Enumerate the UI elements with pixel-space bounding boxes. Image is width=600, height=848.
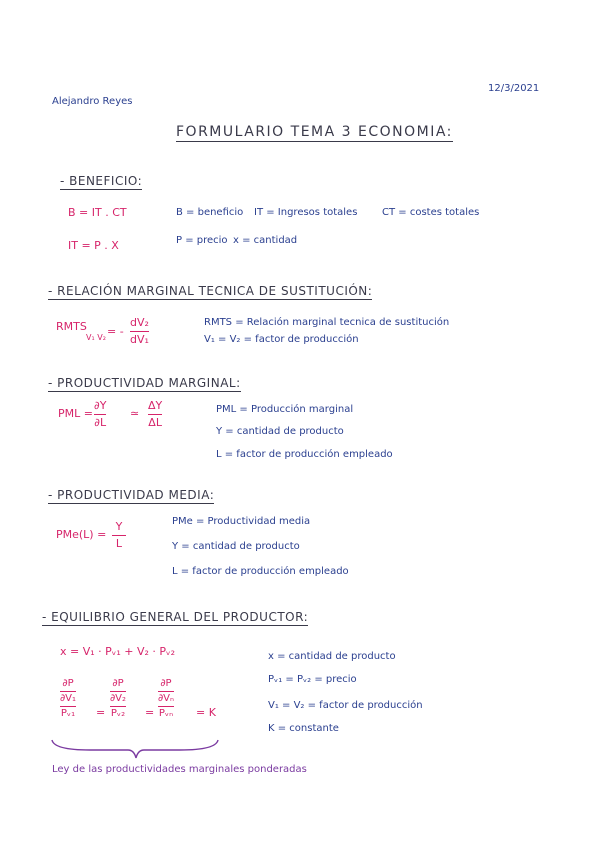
pml-lhs: PML =	[58, 407, 93, 420]
fraction-bar	[110, 691, 126, 692]
curly-brace-icon	[50, 738, 220, 762]
rmts-lhs: RMTS	[56, 320, 87, 333]
def-cantidad-producto: Y = cantidad de producto	[216, 426, 344, 437]
equilibrio-eq-1: =	[96, 706, 106, 719]
fraction-bar	[60, 691, 76, 692]
fraction-bar	[158, 691, 174, 692]
price-v1: Pᵥ₁	[60, 708, 76, 719]
def-precio-factores: Pᵥ₁ = Pᵥ₂ = precio	[268, 674, 357, 685]
partial-p: ∂P	[62, 678, 74, 689]
pml-num-delta: ΔY	[148, 399, 163, 412]
formula-beneficio: B = IT . CT	[68, 206, 127, 219]
def-beneficio: B = beneficio	[176, 207, 244, 218]
partial-v2: ∂V₂	[110, 693, 127, 704]
section-heading-equilibrio: - EQUILIBRIO GENERAL DEL PRODUCTOR:	[42, 610, 309, 624]
def-pml: PML = Producción marginal	[216, 404, 354, 415]
section-heading-pml: - PRODUCTIVIDAD MARGINAL:	[48, 376, 241, 390]
section-heading-rmts: - RELACIÓN MARGINAL TECNICA DE SUSTITUCIÓN:	[48, 284, 373, 298]
formula-cantidad: x = V₁ · Pᵥ₁ + V₂ · Pᵥ₂	[60, 645, 176, 658]
partial-p: ∂P	[112, 678, 124, 689]
pml-den-delta: ΔL	[148, 416, 162, 429]
pml-fraction-delta	[148, 399, 162, 430]
def-cantidad: x = cantidad	[233, 235, 298, 246]
author-name: Alejandro Reyes	[52, 96, 133, 107]
equilibrio-fraction-1	[60, 678, 76, 720]
pml-den-partial: ∂L	[94, 416, 107, 429]
pme-fraction	[112, 520, 126, 551]
def-costes-totales: CT = costes totales	[382, 207, 480, 218]
fraction-bar	[112, 535, 126, 536]
def-factor-empleado: L = factor de producción empleado	[216, 449, 393, 460]
pml-fraction-partial	[94, 399, 106, 430]
partial-vn: ∂Vₙ	[158, 693, 174, 704]
rmts-eq: = -	[107, 325, 124, 338]
def-rmts: RMTS = Relación marginal tecnica de sustitución	[204, 317, 450, 328]
fraction-bar	[148, 414, 162, 415]
pme-denominator: L	[115, 537, 123, 550]
equilibrio-fraction-n	[158, 678, 174, 720]
law-label: Ley de las productividades marginales ponderadas	[52, 764, 307, 775]
rmts-fraction	[130, 316, 149, 347]
equilibrio-constant: = K	[196, 706, 216, 719]
fraction-bar-main	[60, 706, 76, 707]
price-v2: Pᵥ₂	[110, 708, 126, 719]
fraction-bar-main	[110, 706, 126, 707]
rmts-lhs-subscript: V₁ V₂	[86, 333, 106, 342]
page-title: FORMULARIO TEMA 3 ECONOMIA:	[176, 124, 453, 140]
date: 12/3/2021	[488, 83, 540, 94]
pml-num-partial: ∂Y	[94, 399, 107, 412]
fraction-bar	[94, 414, 106, 415]
section-heading-beneficio: - BENEFICIO:	[60, 174, 143, 188]
def-factor-produccion: V₁ = V₂ = factor de producción	[204, 334, 359, 345]
def-constante: K = constante	[268, 723, 339, 734]
pml-approx: ≃	[130, 407, 140, 420]
def-precio: P = precio	[176, 235, 228, 246]
equilibrio-fraction-2	[110, 678, 126, 720]
formula-ingresos: IT = P . X	[68, 239, 119, 252]
def-ingresos-totales: IT = Ingresos totales	[254, 207, 358, 218]
pme-numerator: Y	[115, 520, 123, 533]
partial-p: ∂P	[160, 678, 172, 689]
def-cantidad-producto-2: Y = cantidad de producto	[172, 541, 300, 552]
pme-lhs: PMe(L) =	[56, 528, 107, 541]
def-x-cantidad: x = cantidad de producto	[268, 651, 396, 662]
rmts-numerator: dV₂	[130, 316, 149, 329]
equilibrio-eq-2: =	[145, 706, 155, 719]
price-vn: Pᵥₙ	[158, 708, 174, 719]
fraction-bar-main	[158, 706, 174, 707]
rmts-denominator: dV₁	[130, 333, 149, 346]
def-factor-empleado-2: L = factor de producción empleado	[172, 566, 349, 577]
section-heading-pme: - PRODUCTIVIDAD MEDIA:	[48, 488, 215, 502]
partial-v1: ∂V₁	[60, 693, 77, 704]
fraction-bar	[130, 331, 149, 332]
def-pme: PMe = Productividad media	[172, 516, 311, 527]
def-factores: V₁ = V₂ = factor de producción	[268, 700, 423, 711]
